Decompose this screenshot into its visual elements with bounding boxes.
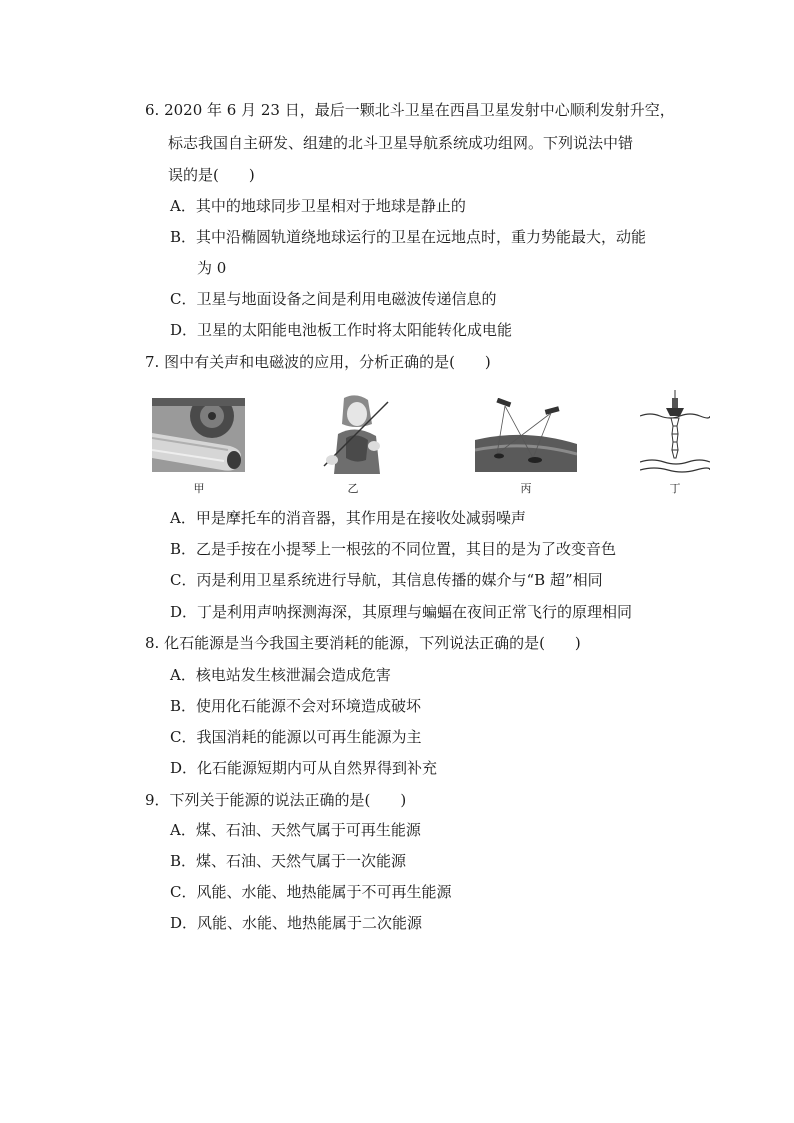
q9-option-d: D．风能、水能、地热能属于二次能源: [170, 914, 423, 932]
q9-option-b: B．煤、石油、天然气属于一次能源: [170, 852, 407, 870]
q7-option-a: A．甲是摩托车的消音器，其作用是在接收处减弱噪声: [170, 509, 526, 527]
satellite-navigation-image: [475, 398, 577, 472]
q9-stem: 9．下列关于能源的说法正确的是( ): [145, 791, 407, 809]
q7-option-d: D．丁是利用声呐探测海深，其原理与蝙蝠在夜间正常飞行的原理相同: [170, 603, 633, 621]
violin-player-image: [316, 394, 394, 474]
figure-caption-bing: 丙: [520, 482, 532, 495]
figure-caption-ding: 丁: [669, 482, 681, 495]
q6-stem-line2: 标志我国自主研发、组建的北斗卫星导航系统成功组网。下列说法中错: [168, 134, 634, 152]
q6-stem-line1: 6. 2020 年 6 月 23 日，最后一颗北斗卫星在西昌卫星发射中心顺利发射升空，: [145, 101, 675, 119]
figure-caption-jia: 甲: [193, 482, 205, 495]
q6-option-d: D．卫星的太阳能电池板工作时将太阳能转化成电能: [170, 321, 513, 339]
figure-caption-yi: 乙: [347, 482, 359, 495]
q9-option-c: C．风能、水能、地热能属于不可再生能源: [170, 883, 452, 901]
q8-stem: 8. 化石能源是当今我国主要消耗的能源，下列说法正确的是( ): [145, 634, 581, 652]
q9-option-a: A．煤、石油、天然气属于可再生能源: [170, 821, 421, 839]
q6-stem-line3: 误的是( ): [168, 166, 255, 184]
q6-option-c: C．卫星与地面设备之间是利用电磁波传递信息的: [170, 290, 497, 308]
q8-option-d: D．化石能源短期内可从自然界得到补充: [170, 759, 438, 777]
q8-option-b: B．使用化石能源不会对环境造成破坏: [170, 697, 422, 715]
sonar-ship-image: [640, 386, 710, 476]
motorcycle-muffler-image: [152, 398, 245, 472]
q8-option-a: A．核电站发生核泄漏会造成危害: [170, 666, 391, 684]
q6-option-a: A．其中的地球同步卫星相对于地球是静止的: [170, 197, 466, 215]
q8-option-c: C．我国消耗的能源以可再生能源为主: [170, 728, 422, 746]
q7-option-b: B．乙是手按在小提琴上一根弦的不同位置，其目的是为了改变音色: [170, 540, 617, 558]
q6-option-b-line2: 为 0: [197, 259, 227, 277]
q7-option-c: C．丙是利用卫星系统进行导航，其信息传播的媒介与“B 超”相同: [170, 571, 603, 589]
q7-stem: 7. 图中有关声和电磁波的应用，分析正确的是( ): [145, 353, 491, 371]
q6-option-b-line1: B．其中沿椭圆轨道绕地球运行的卫星在远地点时，重力势能最大，动能: [170, 228, 647, 246]
